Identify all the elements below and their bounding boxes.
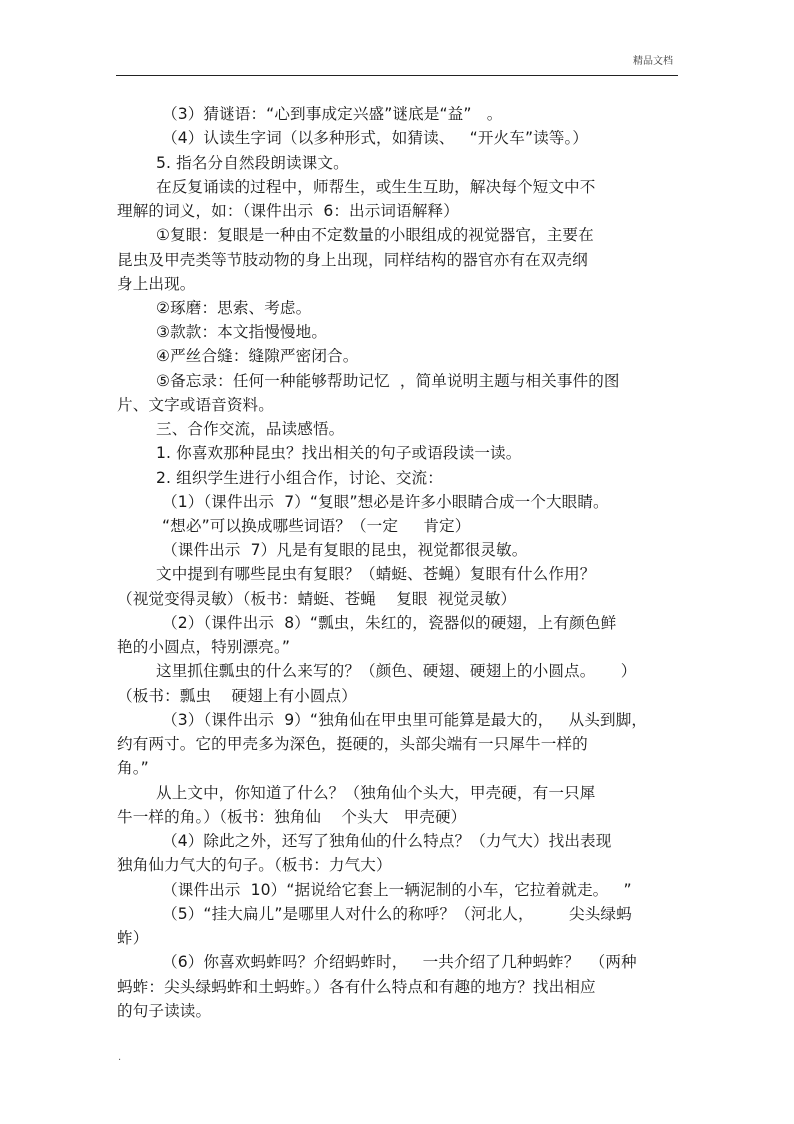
text-line: （视觉变得灵敏）（板书：蜻蜓、苍蝇 复眼 视觉灵敏） xyxy=(117,590,517,608)
text-line: ②琢磨：思索、考虑。 xyxy=(156,299,312,317)
text-line: （4）认读生字词（以多种形式，如猜读、 “开火车”读等。） xyxy=(162,129,589,147)
text-line: （6）你喜欢蚂蚱吗？介绍蚂蚱时， 一共介绍了几种蚂蚱？ （两种 xyxy=(162,953,637,971)
page-header-label: 精品文档 xyxy=(633,56,673,67)
text-line: （板书：瓢虫 硬翅上有小圆点） xyxy=(117,687,357,705)
text-line: （课件出示 10）“据说给它套上一辆泥制的小车，它拉着就走。 ” xyxy=(162,881,632,899)
text-line: （4）除此之外，还写了独角仙的什么特点？（力气大）找出表现 xyxy=(162,832,612,850)
text-line: ①复眼：复眼是一种由不定数量的小眼组成的视觉器官，主要在 xyxy=(156,226,594,244)
text-line: 片、文字或语音资料。 xyxy=(117,396,274,414)
text-line: 文中提到有哪些昆虫有复眼？（蜻蜓、苍蝇）复眼有什么作用？ xyxy=(156,565,596,583)
text-line: （3）（课件出示 9）“独角仙在甲虫里可能算是最大的， 从头到脚， xyxy=(162,711,648,729)
text-line: 2. 组织学生进行小组合作，讨论、交流： xyxy=(156,469,443,487)
footer-mark: . xyxy=(118,1052,122,1063)
text-line: “想必”可以换成哪些词语？（一定 肯定） xyxy=(162,517,471,535)
text-line: 从上文中，你知道了什么？（独角仙个头大，甲壳硬，有一只犀 xyxy=(156,784,596,802)
text-line: 三、合作交流，品读感悟。 xyxy=(156,420,345,438)
text-line: 这里抓住瓢虫的什么来写的？（颜色、硬翅、硬翅上的小圆点。 ） xyxy=(156,662,637,680)
text-line: ⑤备忘录：任何一种能够帮助记忆 ，简单说明主题与相关事件的图 xyxy=(156,372,620,390)
text-line: 身上出现。 xyxy=(117,275,196,293)
text-line: （2）（课件出示 8）“瓢虫，朱红的，瓷器似的硬翅，上有颜色鲜 xyxy=(162,614,617,632)
text-line: 艳的小圆点，特别漂亮。” xyxy=(117,638,291,656)
text-line: 约有两寸。它的甲壳多为深色，挺硬的，头部尖端有一只犀牛一样的 xyxy=(117,735,588,753)
text-line: 蚱） xyxy=(117,929,149,947)
text-line: 蚂蚱：尖头绿蚂蚱和土蚂蚱。）各有什么特点和有趣的地方？找出相应 xyxy=(117,978,596,996)
text-line: 牛一样的角。）（板书：独角仙 个头大 甲壳硬） xyxy=(117,808,467,826)
header-rule xyxy=(116,75,678,76)
text-line: 1. 你喜欢那种昆虫？找出相关的句子或语段读一读。 xyxy=(156,444,522,462)
text-line: 5. 指名分自然段朗读课文。 xyxy=(156,154,349,172)
text-line: 昆虫及甲壳类等节肢动物的身上出现，同样结构的器官亦有在双壳纲 xyxy=(117,251,588,269)
text-line: （3）猜谜语：“心到事成定兴盛”谜底是“益” 。 xyxy=(162,105,503,123)
text-line: （5）“挂大扁儿”是哪里人对什么的称呼？（河北人， 尖头绿蚂 xyxy=(162,905,632,923)
text-line: ④严丝合缝：缝隙严密闭合。 xyxy=(156,347,359,365)
text-line: 角。” xyxy=(117,759,149,777)
text-line: 理解的词义，如：（课件出示 6：出示词语解释） xyxy=(117,202,459,220)
text-line: （课件出示 7）凡是有复眼的昆虫，视觉都很灵敏。 xyxy=(162,541,528,559)
text-line: 在反复诵读的过程中，师帮生，或生生互助，解决每个短文中不 xyxy=(156,178,596,196)
text-line: 的句子读读。 xyxy=(117,1002,212,1020)
text-line: 独角仙力气大的句子。（板书：力气大） xyxy=(117,856,392,874)
text-line: （1）（课件出示 7）“复眼”想必是许多小眼睛合成一个大眼睛。 xyxy=(162,493,609,511)
text-line: ③款款：本文指慢慢地。 xyxy=(156,323,328,341)
